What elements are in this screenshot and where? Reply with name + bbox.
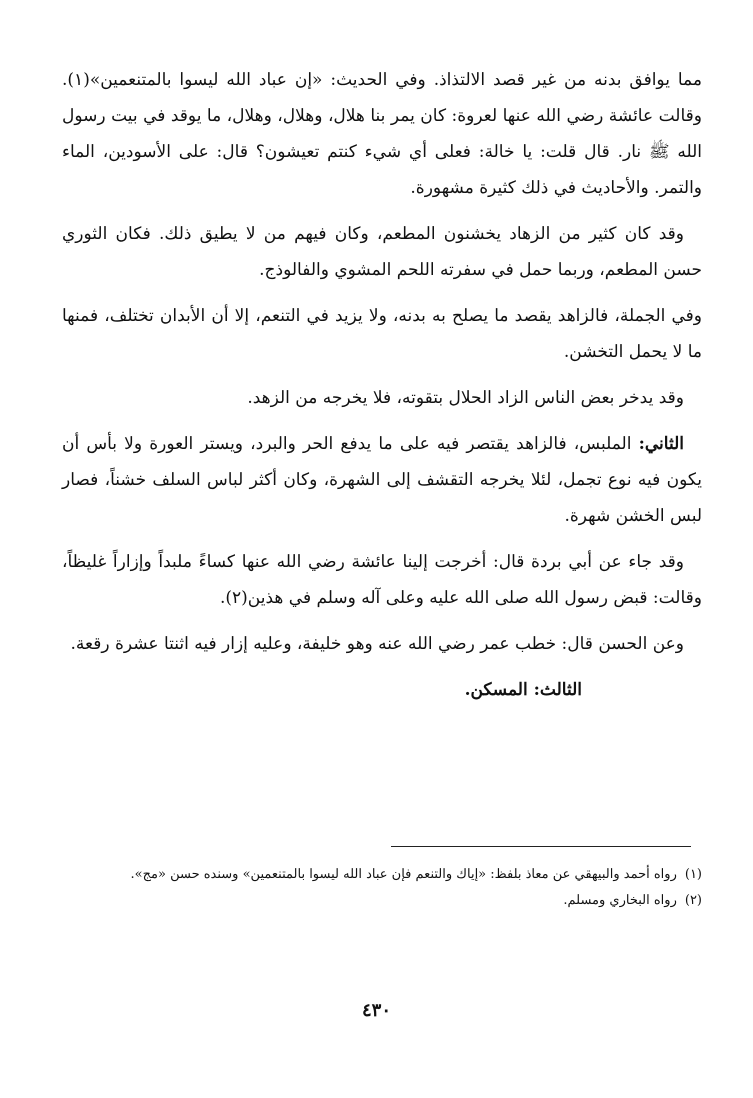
footnote-2-number: (٢) [684,893,702,908]
paragraph-1: مما يوافق بدنه من غير قصد الالتذاذ. وفي الحديث: «إن عباد الله ليسوا بالمتنعمين»(١). وقالت عائشة رضي الله عنها لعروة: كان يمر بنا هلال، وهلال، وهلال، ما يوقد في بيت رسول الله ﷺ نار. قال قلت: يا خالة: فعلى أي شيء كنتم تعيشون؟ قال: على الأسودين، الماء والتمر. والأحاديث في ذلك كثيرة مشهورة. [62,70,702,198]
main-text [62,62,702,708]
paragraph-7: وعن الحسن قال: خطب عمر رضي الله عنه وهو خليفة، وعليه إزار فيه اثنتا عشرة رقعة. [70,634,684,654]
section-heading-text: المسكن. [464,680,534,700]
footnote-1 [62,862,702,888]
footnotes [62,862,702,914]
paragraph-5-text: الملبس، فالزاهد يقتصر فيه على ما يدفع الحر والبرد، ويستر العورة ولا بأس أن يكون فيه نوع تجمل، لئلا يخرجه التقشف إلى الشهرة، وكان أكثر لباس السلف خشناً، فصار لبس الخشن شهرة. [62,434,702,526]
paragraph-4: وقد يدخر بعض الناس الزاد الحلال بتقوته، فلا يخرجه من الزهد. [247,388,684,408]
section-heading-third [62,672,702,708]
footnote-1-text: رواه أحمد والبيهقي عن معاذ بلفظ: «إياك والتنعم فإن عباد الله ليسوا بالمتنعمين» وسنده حسن «مج». [130,867,677,882]
footnote-2-text: رواه البخاري ومسلم. [563,893,677,908]
footnote-1-number: (١) [684,867,702,882]
section-label-second: الثاني: [638,434,684,454]
page-number: ٤٣٠ [361,1000,391,1021]
paragraph-3: وفي الجملة، فالزاهد يقصد ما يصلح به بدنه، ولا يزيد في التنعم، إلا أن الأبدان تختلف، فمنها ما لا يحمل التخشن. [62,306,702,362]
paragraph-5 [62,426,702,534]
footnote-divider [391,846,691,847]
section-label-third: الثالث: [533,680,582,700]
paragraph-2: وقد كان كثير من الزهاد يخشنون المطعم، وكان فيهم من لا يطيق ذلك. فكان الثوري حسن المطعم، وربما حمل في سفرته اللحم المشوي والفالوذج. [62,224,702,280]
footnote-2 [62,888,702,914]
paragraph-6: وقد جاء عن أبي بردة قال: أخرجت إلينا عائشة رضي الله عنها كساءً ملبداً وإزاراً غليظاً، وقالت: قبض رسول الله صلى الله عليه وعلى آله وسلم في هذين(٢). [62,552,702,608]
